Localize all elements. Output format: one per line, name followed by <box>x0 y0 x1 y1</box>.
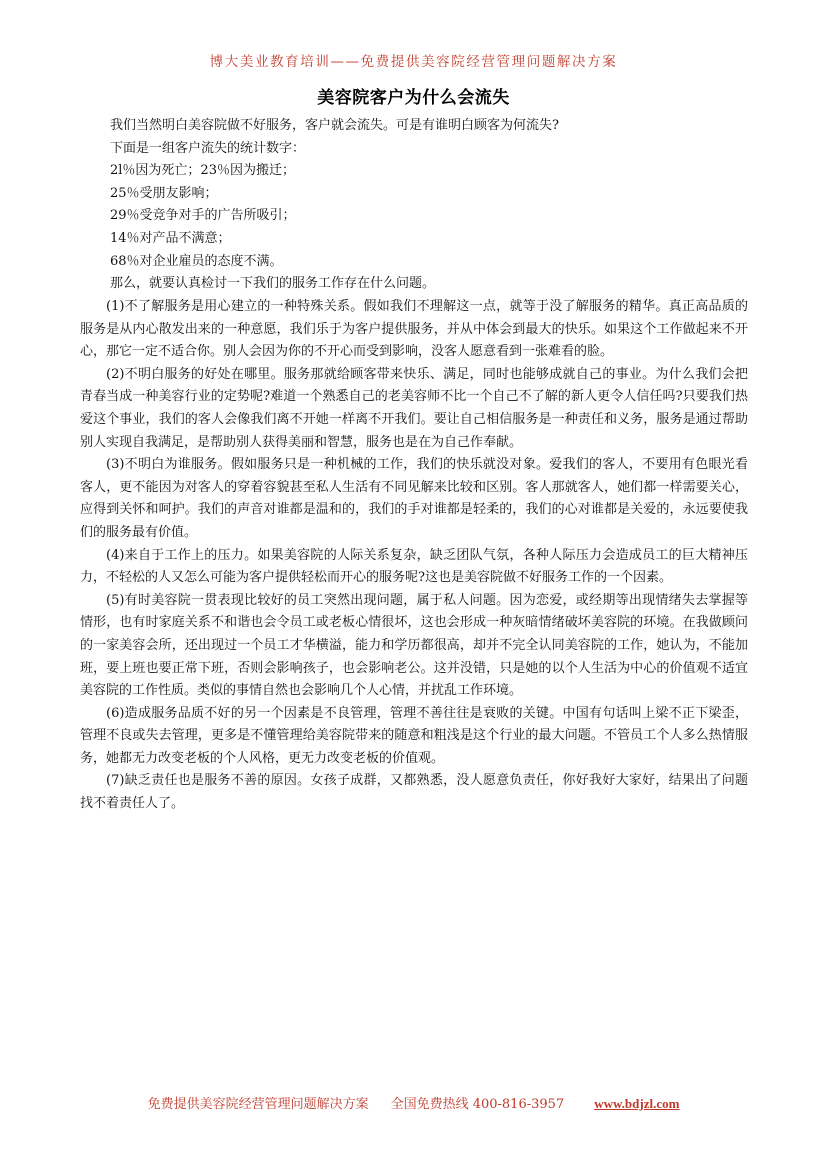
statistic-line: 25％受朋友影响； <box>110 185 218 201</box>
statistic-line: 14％对产品不满意； <box>110 230 231 246</box>
paragraph: (5)有时美容院一贯表现比较好的员工突然出现问题，属于私人问题。因为恋爱，或经期等出现情绪失去掌握等情形，也有时家庭关系不和谐也会令员工或老板心情很坏，这也会形成一种灰暗情绪破坏美容院的环境。在我做顾问的一家美容会所，还出现过一个员工才华横溢，能力和学历都很高，却并不完全认同美容院的工作，她认为，不能加班，要上班也要正常下班，否则会影响孩子，也会影响老公。这并没错，只是她的以个人生活为中心的价值观不适宜美容院的工作性质。类似的事情自然也会影响几个人心情，并扰乱工作环境。 <box>80 592 748 699</box>
document-body <box>108 115 720 296</box>
paragraph: (4)来自于工作上的压力。如果美容院的人际关系复杂，缺乏团队气氛，各种人际压力会造成员工的巨大精神压力，不轻松的人又怎么可能为客户提供轻松而开心的服务呢?这也是美容院做不好服务工作的一个因素。 <box>80 547 748 586</box>
paragraph: (2)不明白服务的好处在哪里。服务那就给顾客带来快乐、满足，同时也能够成就自己的事业。为什么我们会把青春当成一种美容行业的定势呢?难道一个熟悉自己的老美容师不比一个自己不了解的新人更令人信任吗?只要我们热爱这个事业，我们的客人会像我们离不开她一样离不开我们。要让自己相信服务是一种责任和义务，服务是通过帮助别人实现自我满足，是帮助别人获得美丽和智慧，服务也是在为自己作奉献。 <box>80 366 748 450</box>
paragraph: (6)造成服务品质不好的另一个因素是不良管理，管理不善往往是衰败的关键。中国有句话叫上梁不正下梁歪，管理不良或失去管理，更多是不懂管理给美容院带来的随意和粗浅是这个行业的最大问题。不管员工个人多么热情服务，她都无力改变老板的个人风格，更无力改变老板的价值观。 <box>80 705 748 766</box>
statistic-line: 29％受竞争对手的广告所吸引； <box>110 208 296 224</box>
footer-website-link[interactable]: www.bdjzl.com <box>594 1096 680 1111</box>
statistic-line: 68％对企业雇员的态度不满。 <box>110 253 283 269</box>
intro-line: 下面是一组客户流失的统计数字： <box>110 140 306 156</box>
paragraph: (3)不明白为谁服务。假如服务只是一种机械的工作，我们的快乐就没对象。爱我们的客人，不要用有色眼光看客人，更不能因为对客人的穿着容貌甚至私人生活有不同见解来比较和区别。客人那就客人，她们都一样需要关心，应得到关怀和呵护。我们的声音对谁都是温和的，我们的手对谁都是轻柔的，我们的心对谁都是关爱的，永远要使我们的服务最有价值。 <box>80 457 748 540</box>
header-banner: 博大美业教育培训——免费提供美容院经营管理问题解决方案 <box>209 54 618 70</box>
intro-line: 我们当然明白美容院做不好服务，客户就会流失。可是有谁明白顾客为何流失? <box>110 118 559 133</box>
paragraph: (1)不了解服务是用心建立的一种特殊关系。假如我们不理解这一点，就等于没了解服务的精华。真正高品质的服务是从内心散发出来的一种意愿，我们乐于为客户提供服务，并从中体会到最大的快乐。如果这个工作做起来不开心，那它一定不适合你。别人会因为你的不开心而受到影响，没客人愿意看到一张难看的脸。 <box>80 299 748 360</box>
paragraph-section <box>80 296 748 816</box>
paragraph: (7)缺乏责任也是服务不善的原因。女孩子成群，又都熟悉，没人愿意负责任，你好我好大家好，结果出了问题找不着责任人了。 <box>80 773 748 812</box>
footer-slogan: 免费提供美容院经营管理问题解决方案 <box>147 1097 369 1112</box>
document-title: 美容院客户为什么会流失 <box>317 88 510 108</box>
statistic-line: 2l％因为死亡；23％因为搬迁； <box>110 163 295 179</box>
page-footer <box>0 1093 827 1112</box>
footer-hotline: 全国免费热线 400-816-3957 <box>390 1097 565 1112</box>
intro-line: 那么，就要认真检讨一下我们的服务工作存在什么问题。 <box>110 276 436 292</box>
